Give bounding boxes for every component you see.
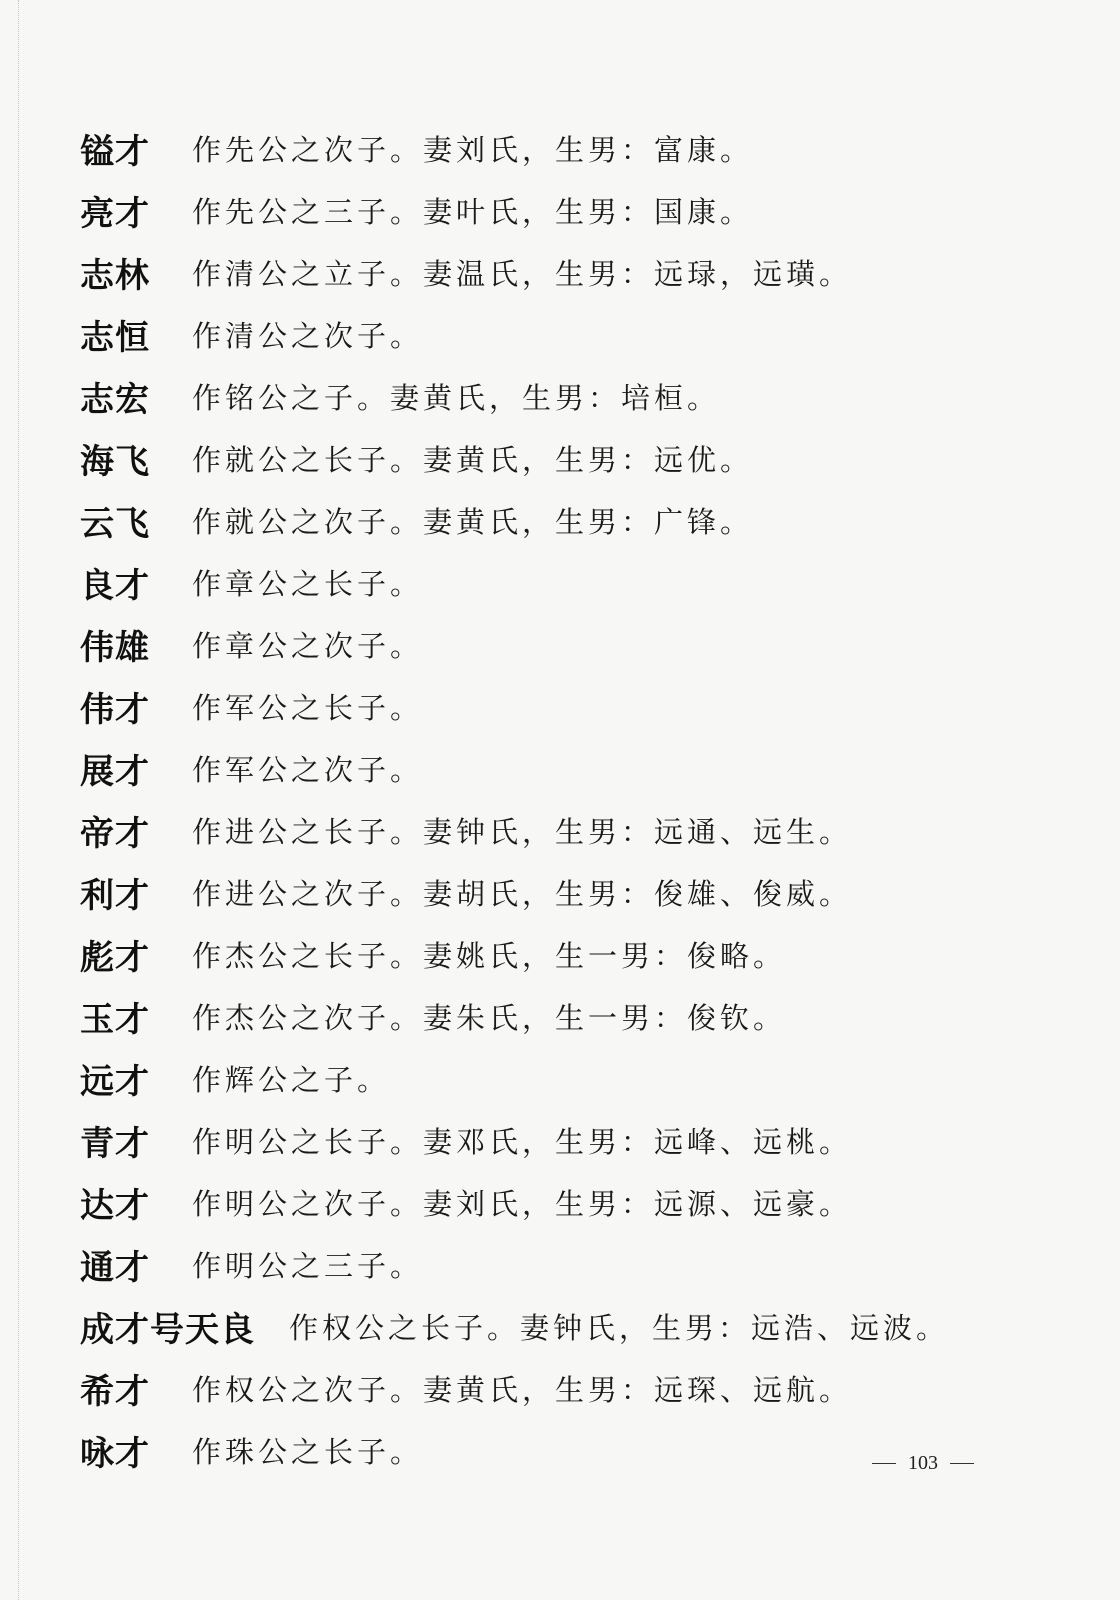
genealogy-entry — [80, 241, 1080, 303]
entry-description: 作先公之三子。妻叶氏，生男：国康。 — [192, 194, 754, 229]
entry-name: 青才 — [80, 1123, 150, 1164]
entry-name: 通才 — [80, 1247, 150, 1288]
genealogy-entry — [80, 613, 1080, 675]
entry-description: 作章公之次子。 — [192, 628, 424, 663]
entry-name: 利才 — [80, 875, 150, 916]
page-number-dash-right — [950, 1463, 974, 1464]
genealogy-entry — [80, 1233, 1080, 1295]
entry-name: 云飞 — [80, 503, 150, 544]
entry-description: 作辉公之子。 — [192, 1062, 391, 1097]
entry-name: 伟才 — [80, 689, 150, 730]
entry-description: 作就公之次子。妻黄氏，生男：广锋。 — [192, 504, 754, 539]
genealogy-entry — [80, 117, 1080, 179]
genealogy-entry — [80, 861, 1080, 923]
genealogy-entry — [80, 365, 1080, 427]
entry-name: 镒才 — [80, 131, 150, 172]
genealogy-entry — [80, 489, 1080, 551]
genealogy-entry — [80, 923, 1080, 985]
genealogy-entry — [80, 179, 1080, 241]
entry-name: 亮才 — [80, 193, 150, 234]
entry-description: 作珠公之长子。 — [192, 1434, 424, 1469]
genealogy-entry — [80, 1109, 1080, 1171]
genealogy-entry — [80, 737, 1080, 799]
binding-edge-divider — [18, 0, 19, 1600]
entry-name: 咏才 — [80, 1433, 150, 1474]
entry-description: 作军公之次子。 — [192, 752, 424, 787]
genealogy-entry — [80, 427, 1080, 489]
entry-description: 作铭公之子。妻黄氏，生男：培桓。 — [192, 380, 721, 415]
page-number — [872, 1452, 974, 1475]
entry-name: 良才 — [80, 565, 150, 606]
entry-description: 作军公之长子。 — [192, 690, 424, 725]
entry-description: 作就公之长子。妻黄氏，生男：远优。 — [192, 442, 754, 477]
genealogy-entry-list — [80, 117, 1080, 1481]
entry-description: 作权公之长子。妻钟氏，生男：远浩、远波。 — [289, 1310, 950, 1345]
entry-description: 作明公之长子。妻邓氏，生男：远峰、远桃。 — [192, 1124, 853, 1159]
page-number-value: 103 — [908, 1452, 938, 1474]
entry-name: 玉才 — [80, 999, 150, 1040]
entry-name: 展才 — [80, 751, 150, 792]
entry-description: 作明公之次子。妻刘氏，生男：远源、远豪。 — [192, 1186, 853, 1221]
genealogy-entry — [80, 1171, 1080, 1233]
entry-description: 作清公之次子。 — [192, 318, 424, 353]
entry-name: 帝才 — [80, 813, 150, 854]
entry-name: 志恒 — [80, 317, 150, 358]
entry-description: 作进公之长子。妻钟氏，生男：远通、远生。 — [192, 814, 853, 849]
entry-description: 作先公之次子。妻刘氏，生男：富康。 — [192, 132, 754, 167]
genealogy-entry — [80, 303, 1080, 365]
genealogy-entry — [80, 551, 1080, 613]
entry-name: 志林 — [80, 255, 150, 296]
entry-description: 作章公之长子。 — [192, 566, 424, 601]
entry-description: 作杰公之次子。妻朱氏，生一男：俊钦。 — [192, 1000, 787, 1035]
genealogy-entry — [80, 1357, 1080, 1419]
entry-description: 作明公之三子。 — [192, 1248, 424, 1283]
genealogy-entry — [80, 985, 1080, 1047]
genealogy-entry — [80, 1295, 1080, 1357]
entry-name: 成才号天良 — [80, 1309, 255, 1350]
entry-description: 作进公之次子。妻胡氏，生男：俊雄、俊威。 — [192, 876, 853, 911]
entry-name: 彪才 — [80, 937, 150, 978]
entry-description: 作权公之次子。妻黄氏，生男：远琛、远航。 — [192, 1372, 853, 1407]
page-number-dash-left — [872, 1463, 896, 1464]
entry-name: 达才 — [80, 1185, 150, 1226]
genealogy-entry — [80, 799, 1080, 861]
genealogy-entry — [80, 1047, 1080, 1109]
entry-description: 作杰公之长子。妻姚氏，生一男：俊略。 — [192, 938, 787, 973]
entry-name: 海飞 — [80, 441, 150, 482]
entry-name: 远才 — [80, 1061, 150, 1102]
entry-name: 志宏 — [80, 379, 150, 420]
entry-description: 作清公之立子。妻温氏，生男：远琭，远璜。 — [192, 256, 853, 291]
entry-name: 伟雄 — [80, 627, 150, 668]
entry-name: 希才 — [80, 1371, 150, 1412]
genealogy-entry — [80, 675, 1080, 737]
